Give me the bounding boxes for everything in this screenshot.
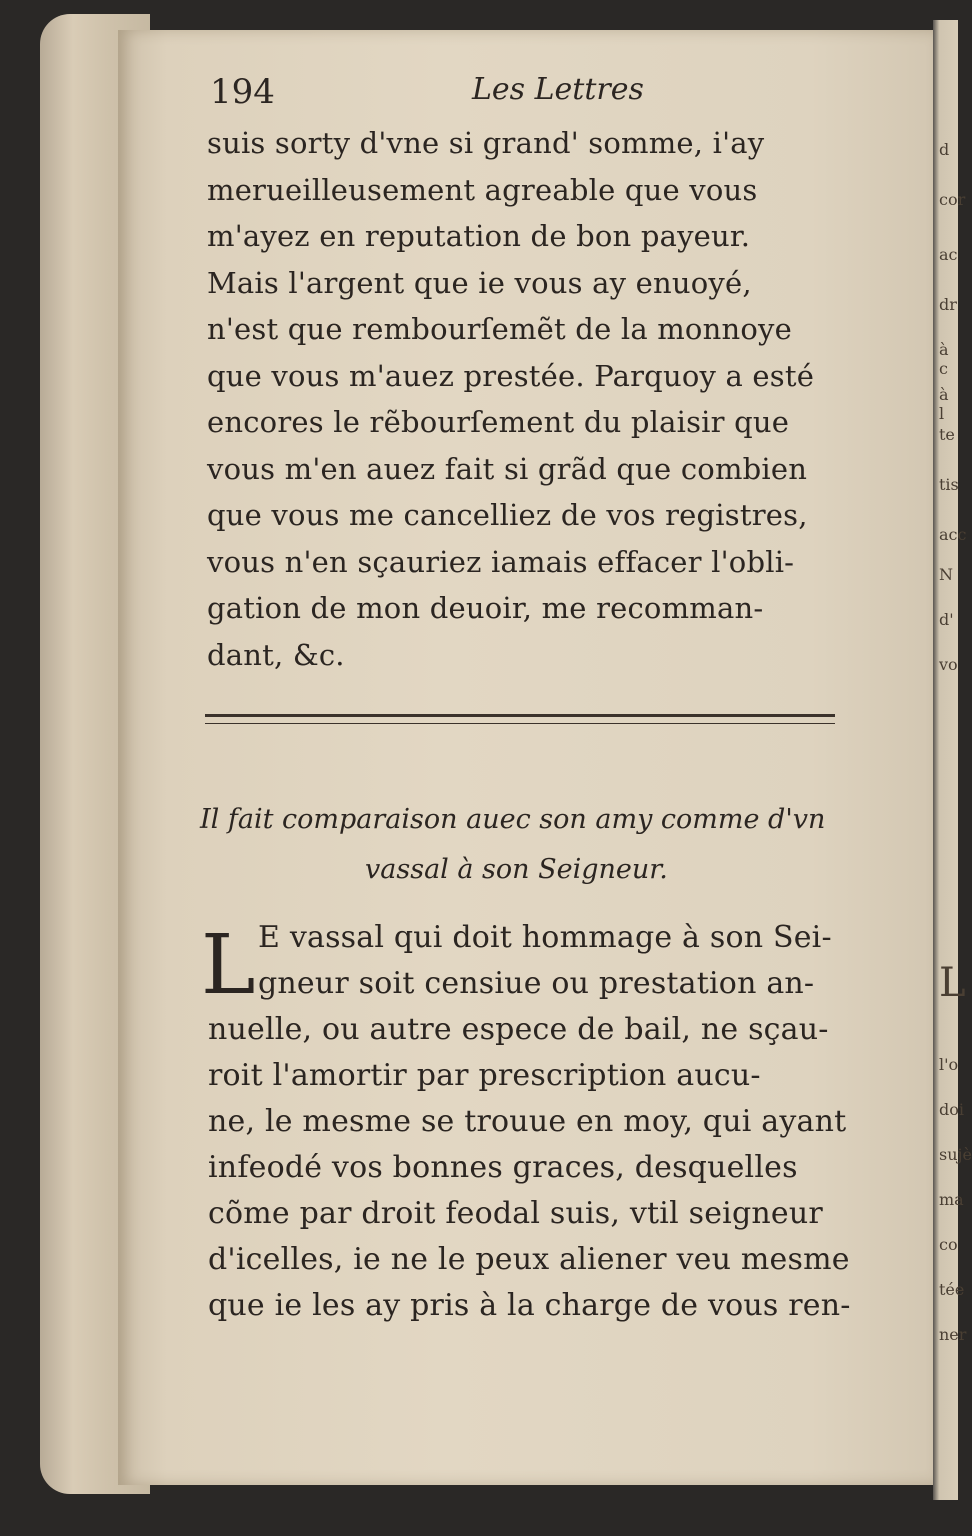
adjacent-fragment: te [939, 425, 955, 444]
adjacent-fragment: doi [939, 1100, 964, 1119]
text-line: E vassal qui doit hommage à son Sei- [258, 920, 832, 955]
adjacent-fragment: vo [939, 655, 958, 674]
drop-cap-initial: L [201, 918, 256, 1013]
adjacent-fragment: à l [939, 385, 949, 423]
text-line: Mais l'argent que ie vous ay enuoyé, [207, 265, 752, 300]
letter-paragraph [208, 915, 851, 1329]
running-title: Les Lettres [472, 72, 644, 107]
adjacent-fragment: tée [939, 1280, 965, 1299]
adjacent-fragment: l'o [939, 1055, 959, 1074]
adjacent-fragment: ma [939, 1190, 964, 1209]
adjacent-fragment: N [939, 565, 953, 584]
adjacent-page-strip [933, 20, 972, 1500]
text-line: cõme par droit feodal suis, vtil seigneur [208, 1196, 823, 1231]
adjacent-fragment: ac [939, 245, 958, 264]
adjacent-fragment: d [939, 140, 950, 159]
running-header [210, 72, 650, 120]
text-line: que vous m'auez prestée. Parquoy a esté [207, 358, 815, 393]
text-line: m'ayez en reputation de bon payeur. [207, 219, 751, 253]
text-line: d'icelles, ie ne le peux aliener veu mesme [208, 1242, 850, 1277]
adjacent-fragment: acc [939, 525, 967, 544]
text-line: gneur soit censiue ou prestation an- [258, 966, 815, 1001]
adjacent-fragment: ner [939, 1325, 967, 1344]
text-line: que ie les ay pris à la charge de vous ren- [208, 1288, 851, 1323]
adjacent-fragment: L [939, 960, 966, 1006]
section-heading-line-1: Il fait comparaison auec son amy comme d'vn [200, 804, 826, 835]
section-heading-line-2: vassal à son Seigneur. [365, 854, 668, 885]
text-line: ne, le mesme se trouue en moy, qui ayant [208, 1104, 847, 1139]
text-line: infeodé vos bonnes graces, desquelles [208, 1150, 798, 1185]
text-line: encores le rẽbourſement du plaisir que [207, 405, 790, 439]
adjacent-fragment: co [939, 1235, 958, 1254]
text-line: vous m'en auez fait si grãd que combien [207, 451, 808, 486]
page-number: 194 [210, 72, 275, 112]
text-line: nuelle, ou autre espece de bail, ne sçau- [208, 1012, 829, 1047]
adjacent-fragment: d' [939, 610, 954, 629]
text-line: roit l'amortir par prescription aucu- [208, 1058, 761, 1093]
text-line: que vous me cancelliez de vos registres, [207, 498, 808, 532]
adjacent-fragment: à c [939, 340, 949, 378]
text-line: merueilleusement agreable que vous [207, 172, 758, 207]
adjacent-fragment: dr [939, 295, 957, 314]
section-heading [200, 795, 840, 895]
adjacent-fragment: cor [939, 190, 966, 209]
adjacent-fragment: tis [939, 475, 959, 494]
text-line: gation de mon deuoir, me recomman- [207, 591, 764, 625]
section-divider-rule [205, 714, 835, 724]
text-line: n'est que rembourſemẽt de la monnoye [207, 312, 792, 346]
text-line: suis sorty d'vne si grand' somme, i'ay [207, 126, 765, 160]
adjacent-fragment: sujè [939, 1145, 972, 1164]
text-line: dant, &c. [207, 637, 345, 672]
letter-body [207, 120, 847, 678]
text-line: vous n'en sçauriez iamais effacer l'obli- [207, 544, 795, 579]
